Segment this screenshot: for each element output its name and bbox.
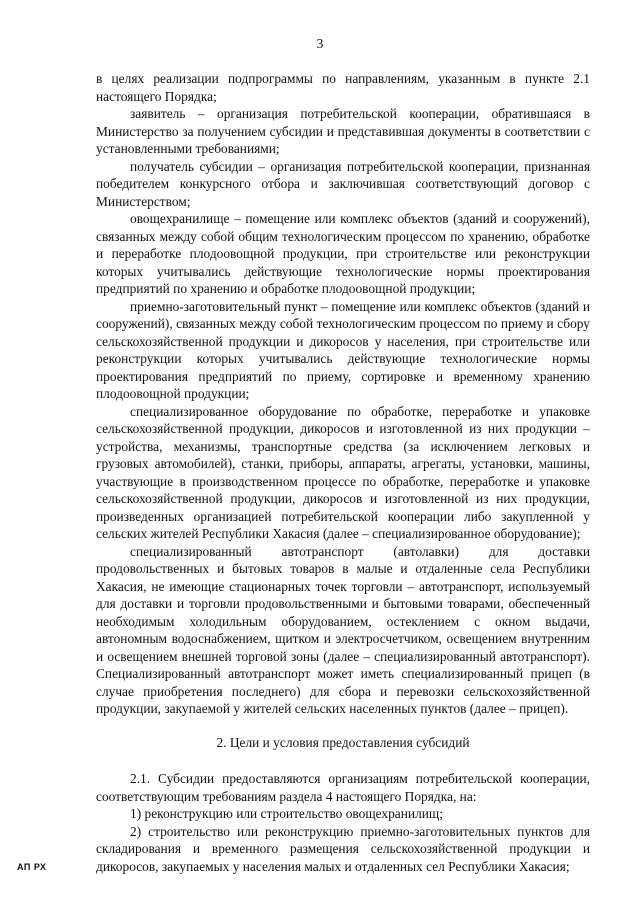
page-number: 3 [316,36,324,51]
footer-mark: АП РХ [17,862,47,872]
section-heading: 2. Цели и условия предоставления субсидий [216,734,470,750]
definition-applicant: заявитель – организация потребительской кооперации, обратившаяся в Министерство за получением субсидии и представившая документы в соответствии с установленными требованиями; [96,106,590,156]
definition-vegetable-storage: овощехранилище – помещение или комплекс объектов (зданий и сооружений), связанных между собой общим технологическим процессом по хранению, обработке и переработке плодоовощной продукции, при строительстве или реконструкции которых учитывались действующие технологические нормы проектирования предприятий по хранению и обработке плодоовощной продукции; [96,211,590,296]
clause-item-2: 2) строительство или реконструкцию приемно-заготовительных пунктов для складирования и временного размещения сельскохозяйственной продукции и дикоросов, закупаемых у населения малых и отдаленных сел Республики Хакасия; [96,823,590,874]
definition-recipient: получатель субсидии – организация потребительской кооперации, признанная победителем конкурсного отбора и заключившая соответствующий договор с Министерством; [96,158,590,209]
document-body [96,70,590,875]
definition-procurement-point: приемно-заготовительный пункт – помещение или комплекс объектов (зданий и сооружений), связанных между собой технологическим процессом по приему и сбору сельскохозяйственной продукции и дикоросов у населения, при строительстве или реконструкции которых учитывались действующие технологические нормы проектирования предприятий по приему, сортировке и временному хранению плодоовощной продукции; [96,298,590,401]
clause-2-1: 2.1. Субсидии предоставляются организациям потребительской кооперации, соответствующим требованиям раздела 4 настоящего Порядка, на: [96,771,590,804]
definition-specialized-vehicles: специализированный автотранспорт (автолавки) для доставки продовольственных и бытовых товаров в малые и отдаленные села Республики Хакасия, не имеющие стационарных точек торговли – автотранспорт, используемый для доставки и торговли продовольственными и бытовыми товарами, обеспеченный необходимым холодильным оборудованием, остеклением с окном выдачи, автономным водоснабжением, щитком и электросчетчиком, освещением внутренним и освещением внешней торговой зоны (далее – специализированный автотранспорт). Специализированный автотранспорт может иметь специализированный прицеп (в случае приобретения последнего) для сбора и перевозки сельскохозяйственной продукции, закупаемой у жителей сельских населенных пунктов (далее – прицеп). [96,543,590,716]
clause-item-1: 1) реконструкцию или строительство овощехранилищ; [130,806,443,821]
paragraph-intro: в целях реализации подпрограммы по направлениям, указанным в пункте 2.1 настоящего Порядка; [96,71,590,104]
definition-specialized-equipment: специализированное оборудование по обработке, переработке и упаковке сельскохозяйственной продукции, дикоросов и изготовленной из них продукции – устройства, механизмы, транспортные средства (за исключением легковых и грузовых автомобилей), станки, приборы, аппараты, агрегаты, установки, машины, участвующие в производственном процессе по обработке, переработке и упаковке сельскохозяйственной продукции, дикоросов и изготовленной из них продукции, произведенных организацией потребительской кооперации либо закупленной у сельских жителей Республики Хакасия (далее – специализированное оборудование); [96,403,590,541]
